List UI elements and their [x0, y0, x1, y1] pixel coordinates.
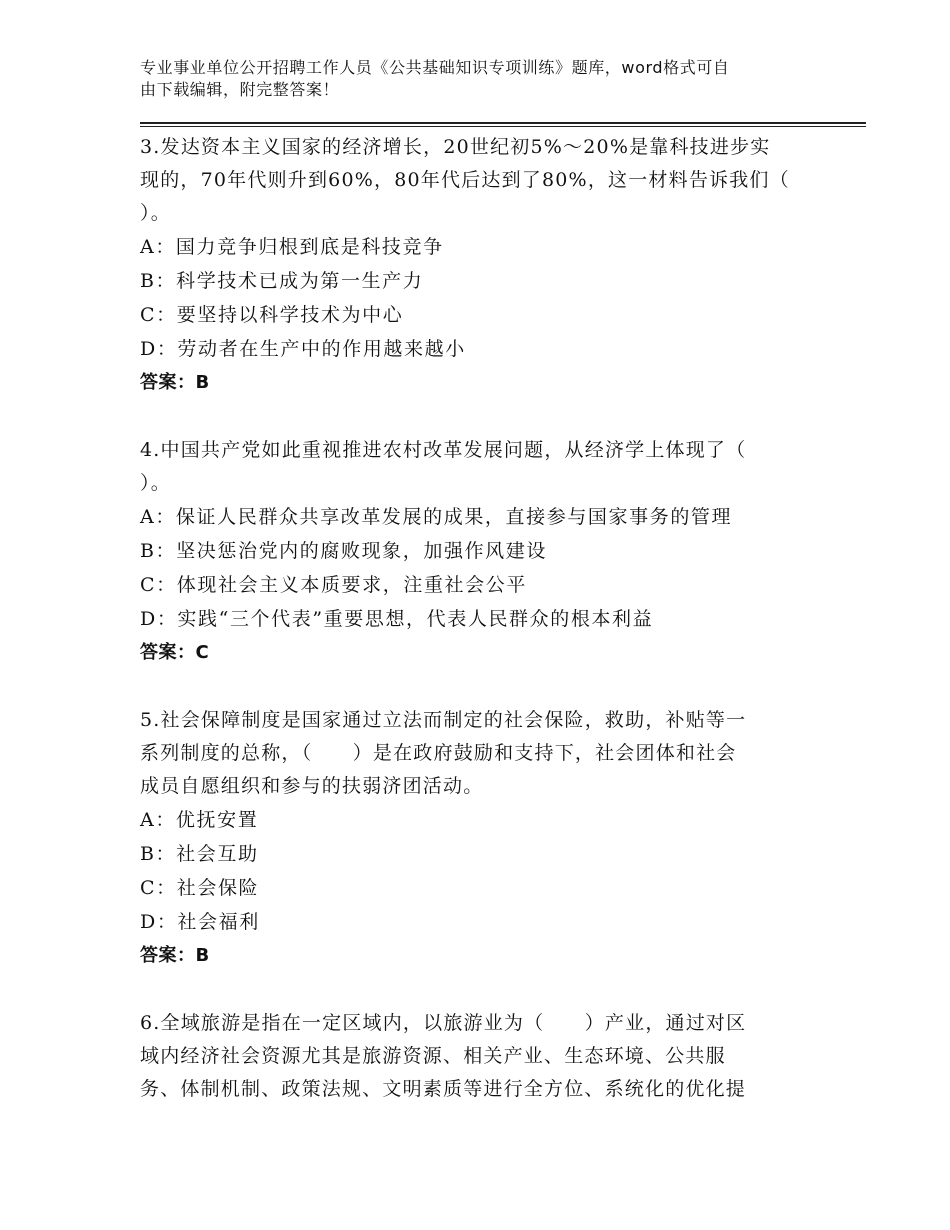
question-6-line-2: 域内经济社会资源尤其是旅游资源、相关产业、生态环境、公共服 — [140, 1045, 726, 1067]
header-line-2: 由下载编辑，附完整答案！ — [140, 80, 340, 99]
question-4 — [140, 434, 805, 670]
question-4-line-1: 4.中国共产党如此重视推进农村改革发展问题，从经济学上体现了（ — [140, 439, 747, 461]
question-4-option-a: A：保证人民群众共享改革发展的成果，直接参与国家事务的管理 — [140, 506, 733, 528]
question-6-line-3: 务、体制机制、政策法规、文明素质等进行全方位、系统化的优化提 — [140, 1078, 747, 1100]
question-3-option-b: B：科学技术已成为第一生产力 — [140, 270, 424, 292]
question-3-answer: 答案：B — [140, 372, 210, 393]
spacer — [140, 973, 805, 1007]
question-list — [140, 131, 805, 1106]
question-3 — [140, 131, 805, 400]
header-divider-thick — [140, 122, 866, 124]
question-5-line-2: 系列制度的总称，（ ）是在政府鼓励和支持下，社会团体和社会 — [140, 742, 737, 764]
question-4-line-2: ）。 — [140, 472, 171, 494]
question-5-answer: 答案：B — [140, 945, 210, 966]
question-6-line-1: 6.全域旅游是指在一定区域内，以旅游业为（ ）产业，通过对区 — [140, 1012, 747, 1034]
question-3-line-1: 3.发达资本主义国家的经济增长，20世纪初5%～20%是靠科技进步实 — [140, 136, 771, 158]
question-5-option-c: C：社会保险 — [140, 877, 260, 899]
question-5-line-1: 5.社会保障制度是国家通过立法而制定的社会保险，救助，补贴等一 — [140, 709, 747, 731]
question-3-line-3: ）。 — [140, 202, 171, 224]
document-header — [140, 57, 800, 101]
question-5-option-b: B：社会互助 — [140, 843, 259, 865]
question-3-line-2: 现的，70年代则升到60%，80年代后达到了80%，这一材料告诉我们（ — [140, 169, 790, 191]
question-3-option-c: C：要坚持以科学技术为中心 — [140, 304, 404, 326]
question-4-answer: 答案：C — [140, 642, 210, 663]
question-3-option-a: A：国力竞争归根到底是科技竞争 — [140, 236, 444, 258]
question-6 — [140, 1007, 805, 1106]
question-4-option-d: D：实践“三个代表”重要思想，代表人民群众的根本利益 — [140, 608, 654, 630]
header-line-1: 专业事业单位公开招聘工作人员《公共基础知识专项训练》题库，word格式可自 — [140, 58, 730, 77]
question-5-line-3: 成员自愿组织和参与的扶弱济团活动。 — [140, 775, 484, 797]
question-5 — [140, 704, 805, 973]
header-divider-thin — [140, 126, 866, 127]
question-4-option-c: C：体现社会主义本质要求，注重社会公平 — [140, 574, 527, 596]
spacer — [140, 670, 805, 704]
spacer — [140, 400, 805, 434]
question-5-option-d: D：社会福利 — [140, 911, 260, 933]
question-5-option-a: A：优抚安置 — [140, 809, 259, 831]
question-4-option-b: B：坚决惩治党内的腐败现象，加强作风建设 — [140, 540, 547, 562]
question-3-option-d: D：劳动者在生产中的作用越来越小 — [140, 338, 466, 360]
